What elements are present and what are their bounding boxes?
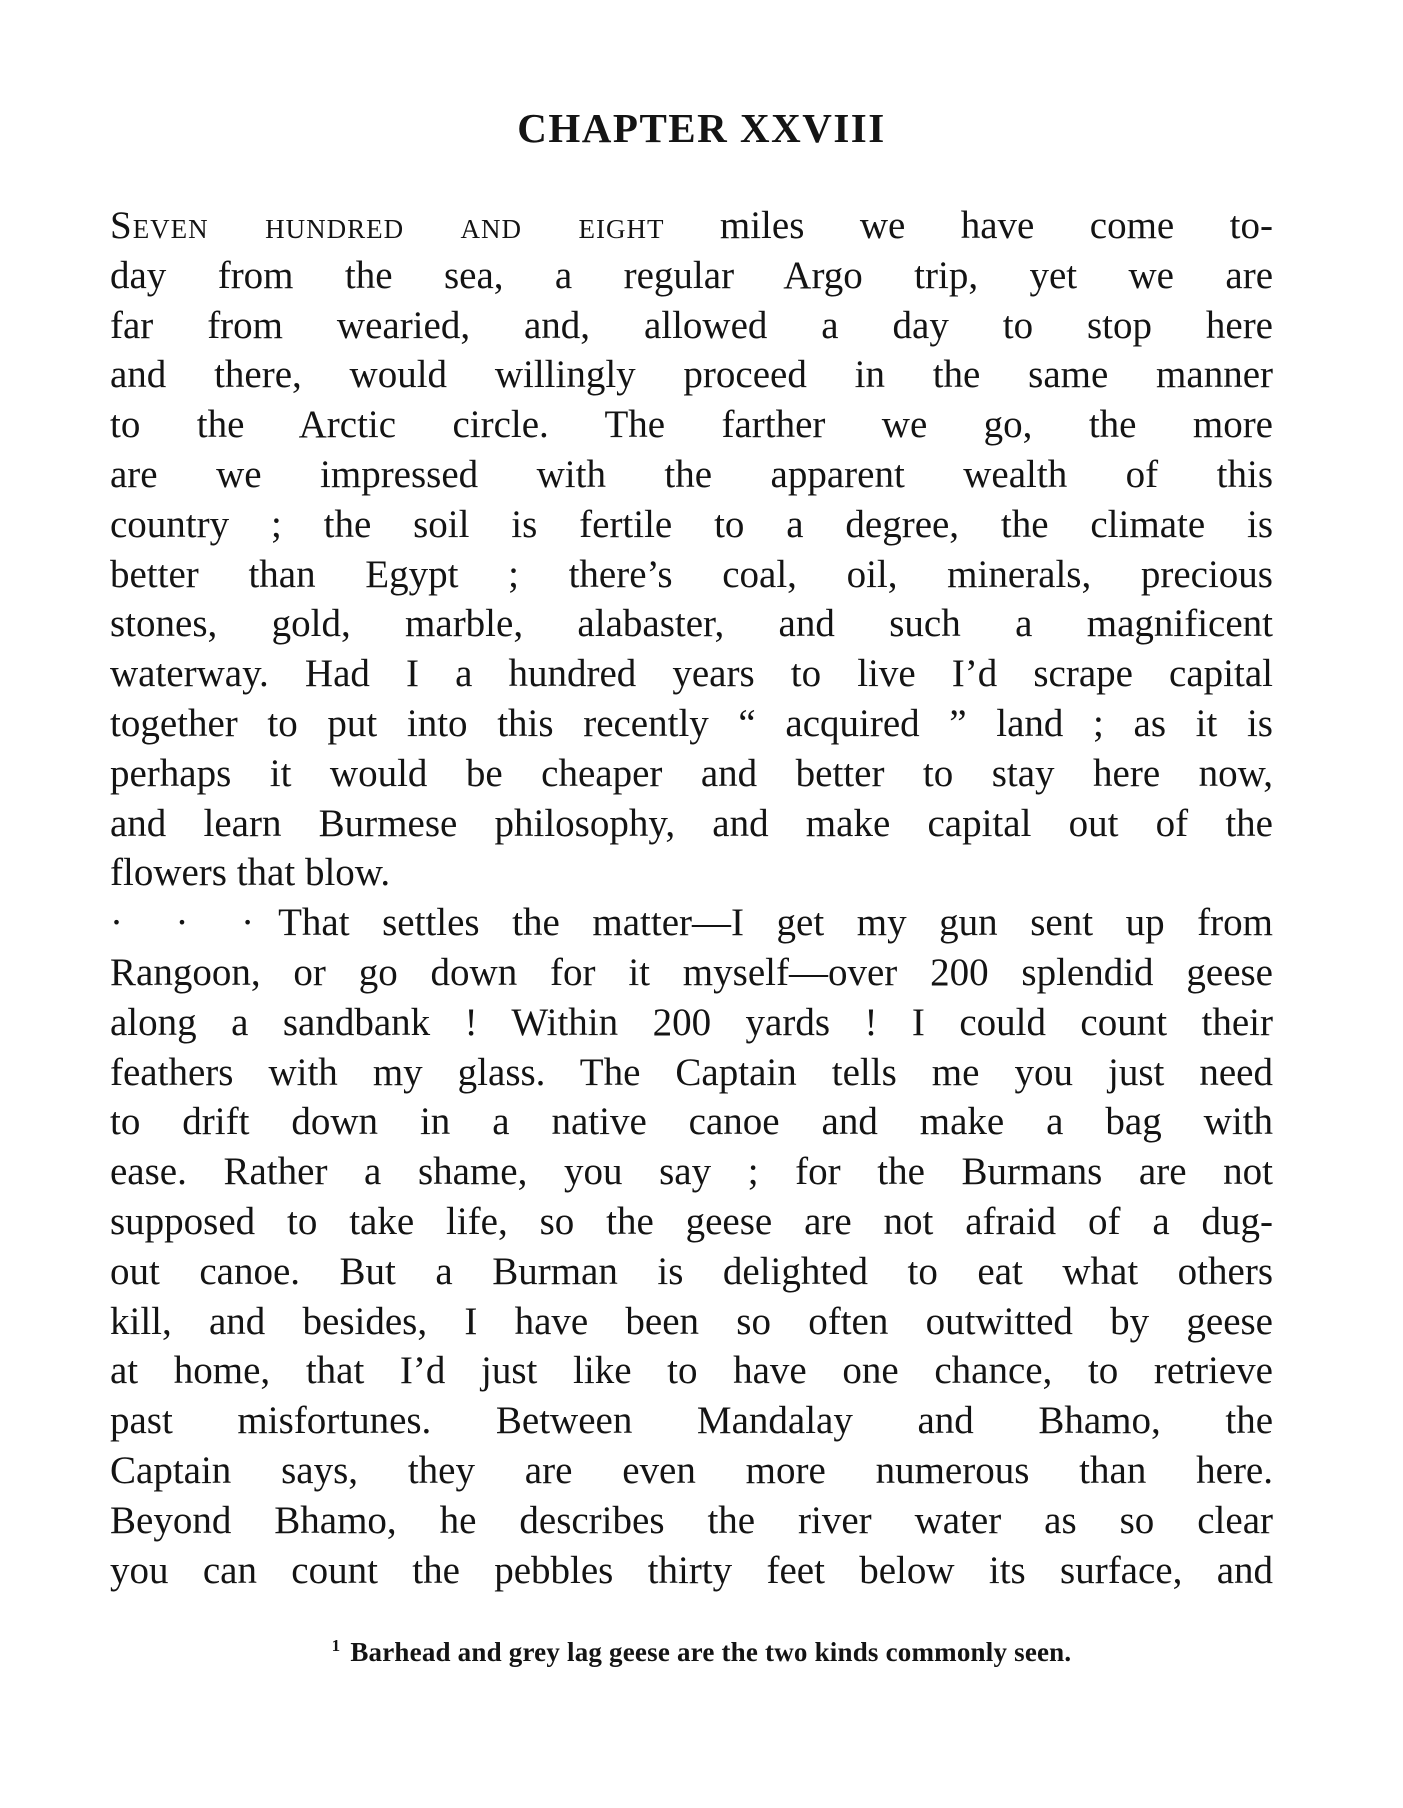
text-line: day from the sea, a regular Argo trip, yet we are [110,253,1273,297]
text-line: to drift down in a native canoe and make a bag with [110,1100,1273,1144]
footnote-marker: 1 [331,1636,341,1655]
text-line: along a sandbank ! Within 200 yards ! I could count their [110,1000,1273,1044]
text-line: together to put into this recently “ acquired ” land ; as it is [110,701,1273,745]
text-line-content: miles we have come to- [664,204,1273,247]
footnote-text: Barhead and grey lag geese are the two kinds commonly seen. [350,1637,1072,1667]
chapter-title: CHAPTER XXVIII [517,105,886,151]
text-line: Rangoon, or go down for it myself—over 200 splendid geese [110,950,1273,994]
text-line: Beyond Bhamo, he describes the river water as so clear [110,1498,1273,1542]
text-line: country ; the soil is fertile to a degree, the climate is [110,502,1273,546]
footnote [0,1636,1403,1668]
text-line: stones, gold, marble, alabaster, and such a magnificent [110,602,1273,646]
text-line: supposed to take life, so the geese are not afraid of a dug- [110,1199,1273,1243]
text-line: kill, and besides, I have been so often outwitted by geese [110,1299,1273,1343]
text-line: to the Arctic circle. The farther we go, the more [110,403,1273,447]
text-line: you can count the pebbles thirty feet below its surface, and [110,1548,1273,1592]
text-line: and there, would willingly proceed in the same manner [110,353,1273,397]
text-line [110,201,1273,251]
text-line: feathers with my glass. The Captain tells me you just need [110,1050,1273,1094]
text-line: flowers that blow. [110,851,391,895]
text-line: Captain says, they are even more numerous than here. [110,1448,1273,1492]
text-line: waterway. Had I a hundred years to live I’d scrape capital [110,652,1273,696]
text-line: far from wearied, and, allowed a day to stop here [110,303,1273,347]
text-line: past misfortunes. Between Mandalay and Bhamo, the [110,1399,1273,1443]
text-line-content: That settles the matter—I get my gun sent up from [278,901,1273,945]
opening-smallcaps: Seven hundred and eight [110,204,665,247]
body-text [110,201,1273,1595]
text-line: ease. Rather a shame, you say ; for the Burmans are not [110,1150,1273,1194]
text-line: perhaps it would be cheaper and better to stay here now, [110,751,1273,795]
text-line: are we impressed with the apparent wealth of this [110,452,1273,496]
text-line: and learn Burmese philosophy, and make capital out of the [110,801,1273,845]
text-line [110,898,1273,948]
ellipsis-dots: · · · [110,901,265,945]
text-line: out canoe. But a Burman is delighted to eat what others [110,1249,1273,1293]
text-line: at home, that I’d just like to have one chance, to retrieve [110,1349,1273,1393]
text-line: better than Egypt ; there’s coal, oil, minerals, precious [110,552,1273,596]
